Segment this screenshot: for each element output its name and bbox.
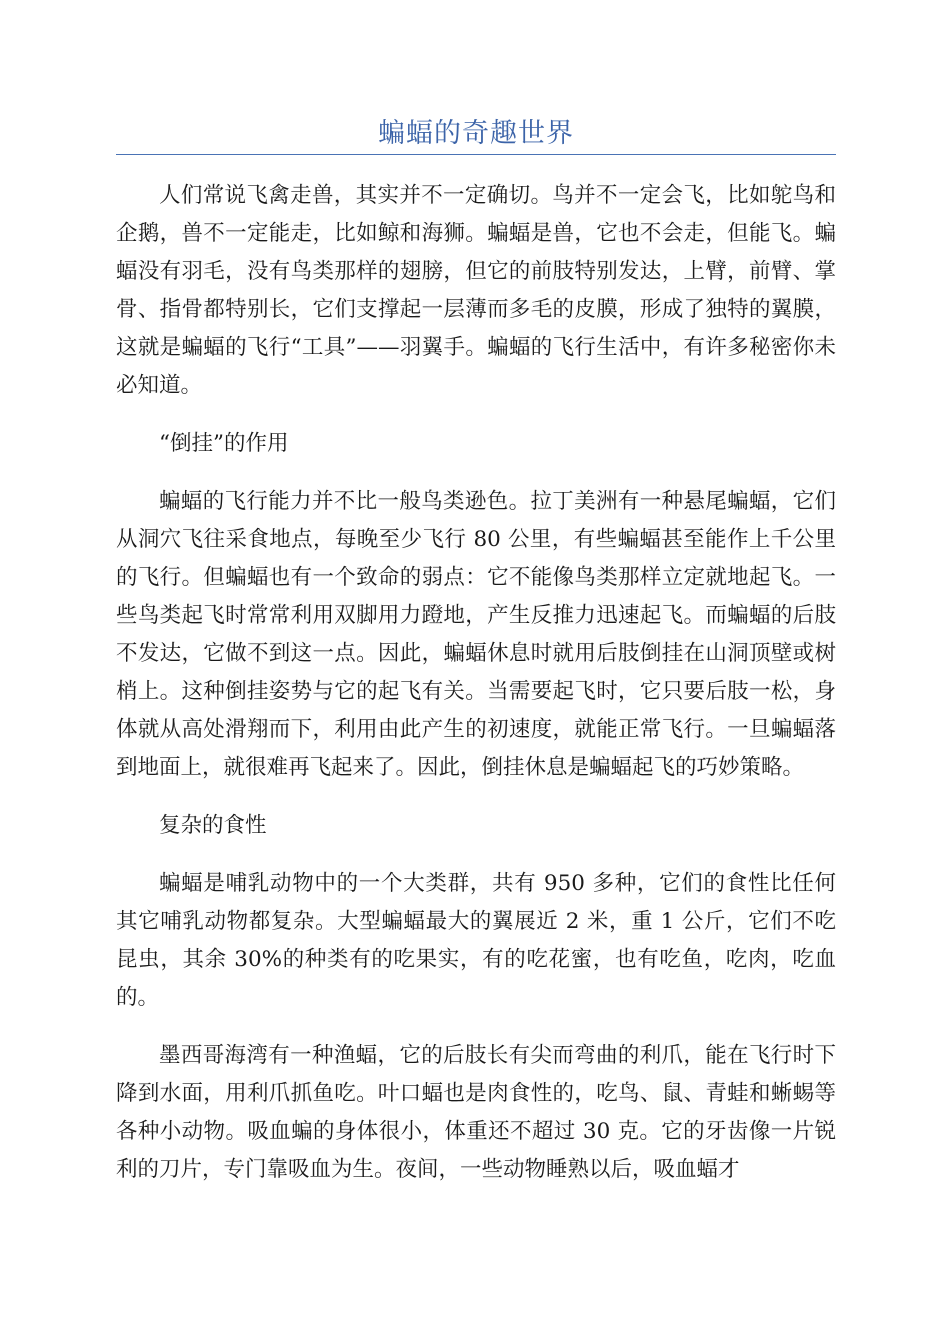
- paragraph-fishing-bat: 墨西哥海湾有一种渔蝠，它的后肢长有尖而弯曲的利爪，能在飞行时下降到水面，用利爪抓鱼吃。叶口蝠也是肉食性的，吃鸟、鼠、青蛙和蜥蜴等各种小动物。吸血蝙的身体很小，体重还不超过 30 克。它的牙齿像一片锐利的刀片，专门靠吸血为生。夜间，一些动物睡熟以后，吸血蝠才: [116, 1043, 836, 1182]
- paragraph-diet: 蝙蝠是哺乳动物中的一个大类群，共有 950 多种，它们的食性比任何其它哺乳动物都复杂。大型蝙蝠最大的翼展近 2 米，重 1 公斤，它们不吃昆虫，其余 30%的种类有的吃果实，有的吃花蜜，也有吃鱼，吃肉，吃血的。: [116, 871, 836, 1010]
- document-page: [116, 112, 836, 1209]
- title-underline: [116, 154, 836, 155]
- document-title: 蝙蝠的奇趣世界: [378, 118, 574, 149]
- paragraph-intro: 人们常说飞禽走兽，其实并不一定确切。鸟并不一定会飞，比如鸵鸟和企鹅，兽不一定能走，比如鲸和海狮。蝙蝠是兽，它也不会走，但能飞。蝙蝠没有羽毛，没有鸟类那样的翅膀，但它的前肢特别发达，上臂，前臂、掌骨、指骨都特别长，它们支撑起一层薄而多毛的皮膜，形成了独特的翼膜，这就是蝙蝠的飞行“工具”——羽翼手。蝙蝠的飞行生活中，有许多秘密你未必知道。: [116, 183, 836, 398]
- section-heading-hanging: “倒挂”的作用: [159, 431, 289, 456]
- paragraph-hanging: 蝙蝠的飞行能力并不比一般鸟类逊色。拉丁美洲有一种悬尾蝙蝠，它们从洞穴飞往采食地点，每晚至少飞行 80 公里，有些蝙蝠甚至能作上千公里的飞行。但蝙蝠也有一个致命的弱点：它不能像鸟类那样立定就地起飞。一些鸟类起飞时常常利用双脚用力蹬地，产生反推力迅速起飞。而蝙蝠的后肢不发达，它做不到这一点。因此，蝙蝠休息时就用后肢倒挂在山洞顶壁或树梢上。这种倒挂姿势与它的起飞有关。当需要起飞时，它只要后肢一松，身体就从高处滑翔而下，利用由此产生的初速度，就能正常飞行。一旦蝙蝠落到地面上，就很难再飞起来了。因此，倒挂休息是蝙蝠起飞的巧妙策略。: [116, 489, 836, 780]
- section-heading-diet: 复杂的食性: [159, 813, 267, 838]
